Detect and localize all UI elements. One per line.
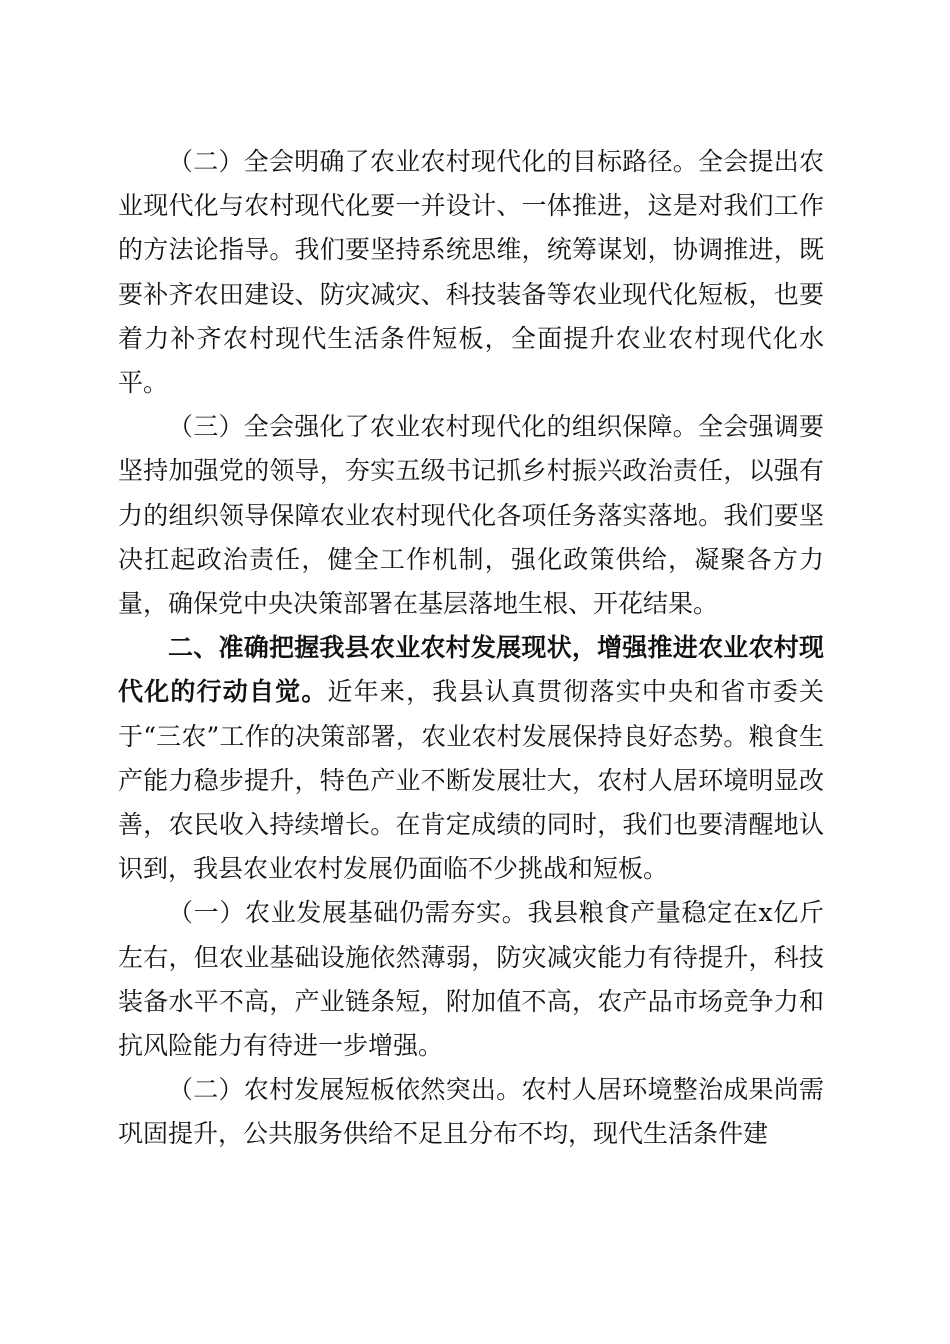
section-two-paragraph [118, 626, 824, 891]
paragraph-heading: （三）全会强化了农业农村现代化的组织保障。 [168, 412, 699, 442]
paragraph-text: 全会提出农业现代化与农村现代化要一并设计、一体推进，这是对我们工作的方法论指导。我们要坚持系统思维，统筹谋划，协调推进，既要补齐农田建设、防灾减灾、科技装备等农业现代化短板，也要着力补齐农村现代生活条件短板，全面提升农业农村现代化水平。 [118, 147, 824, 398]
document-body [118, 140, 824, 1157]
paragraph-goal-path [118, 140, 824, 405]
paragraph-text: 近年来，我县认真贯彻落实中央和省市委关于“三农”工作的决策部署，农业农村发展保持良好态势。粮食生产能力稳步提升，特色产业不断发展壮大，农村人居环境明显改善，农民收入持续增长。在肯定成绩的同时，我们也要清醒地认识到，我县农业农村发展仍面临不少挑战和短板。 [118, 677, 824, 884]
paragraph-text: 农村人居环境整治成果尚需巩固提升，公共服务供给不足且分布不均，现代生活条件建 [118, 1075, 824, 1149]
paragraph-rural-shortcomings [118, 1068, 824, 1156]
paragraph-heading: （二）全会明确了农业农村现代化的目标路径。 [168, 147, 699, 176]
paragraph-agriculture-foundation [118, 891, 824, 1068]
paragraph-heading: （一）农业发展基础仍需夯实。 [168, 898, 528, 928]
paragraph-text: 全会强调要坚持加强党的领导，夯实五级书记抓乡村振兴政治责任，以强有力的组织领导保障农业农村现代化各项任务落实落地。我们要坚决扛起政治责任，健全工作机制，强化政策供给，凝聚各方力量，确保党中央决策部署在基层落地生根、开花结果。 [118, 412, 824, 619]
paragraph-organizational-guarantee [118, 405, 824, 626]
paragraph-heading: （二）农村发展短板依然突出。 [168, 1075, 522, 1105]
paragraph-text: 我县粮食产量稳定在x亿斤左右，但农业基础设施依然薄弱，防灾减灾能力有待提升，科技装备水平不高，产业链条短，附加值不高，农产品市场竞争力和抗风险能力有待进一步增强。 [118, 898, 824, 1061]
section-heading: 二、准确把握我县农业农村发展现状，增强推进农业农村现代化的行动自觉。 [118, 633, 824, 707]
